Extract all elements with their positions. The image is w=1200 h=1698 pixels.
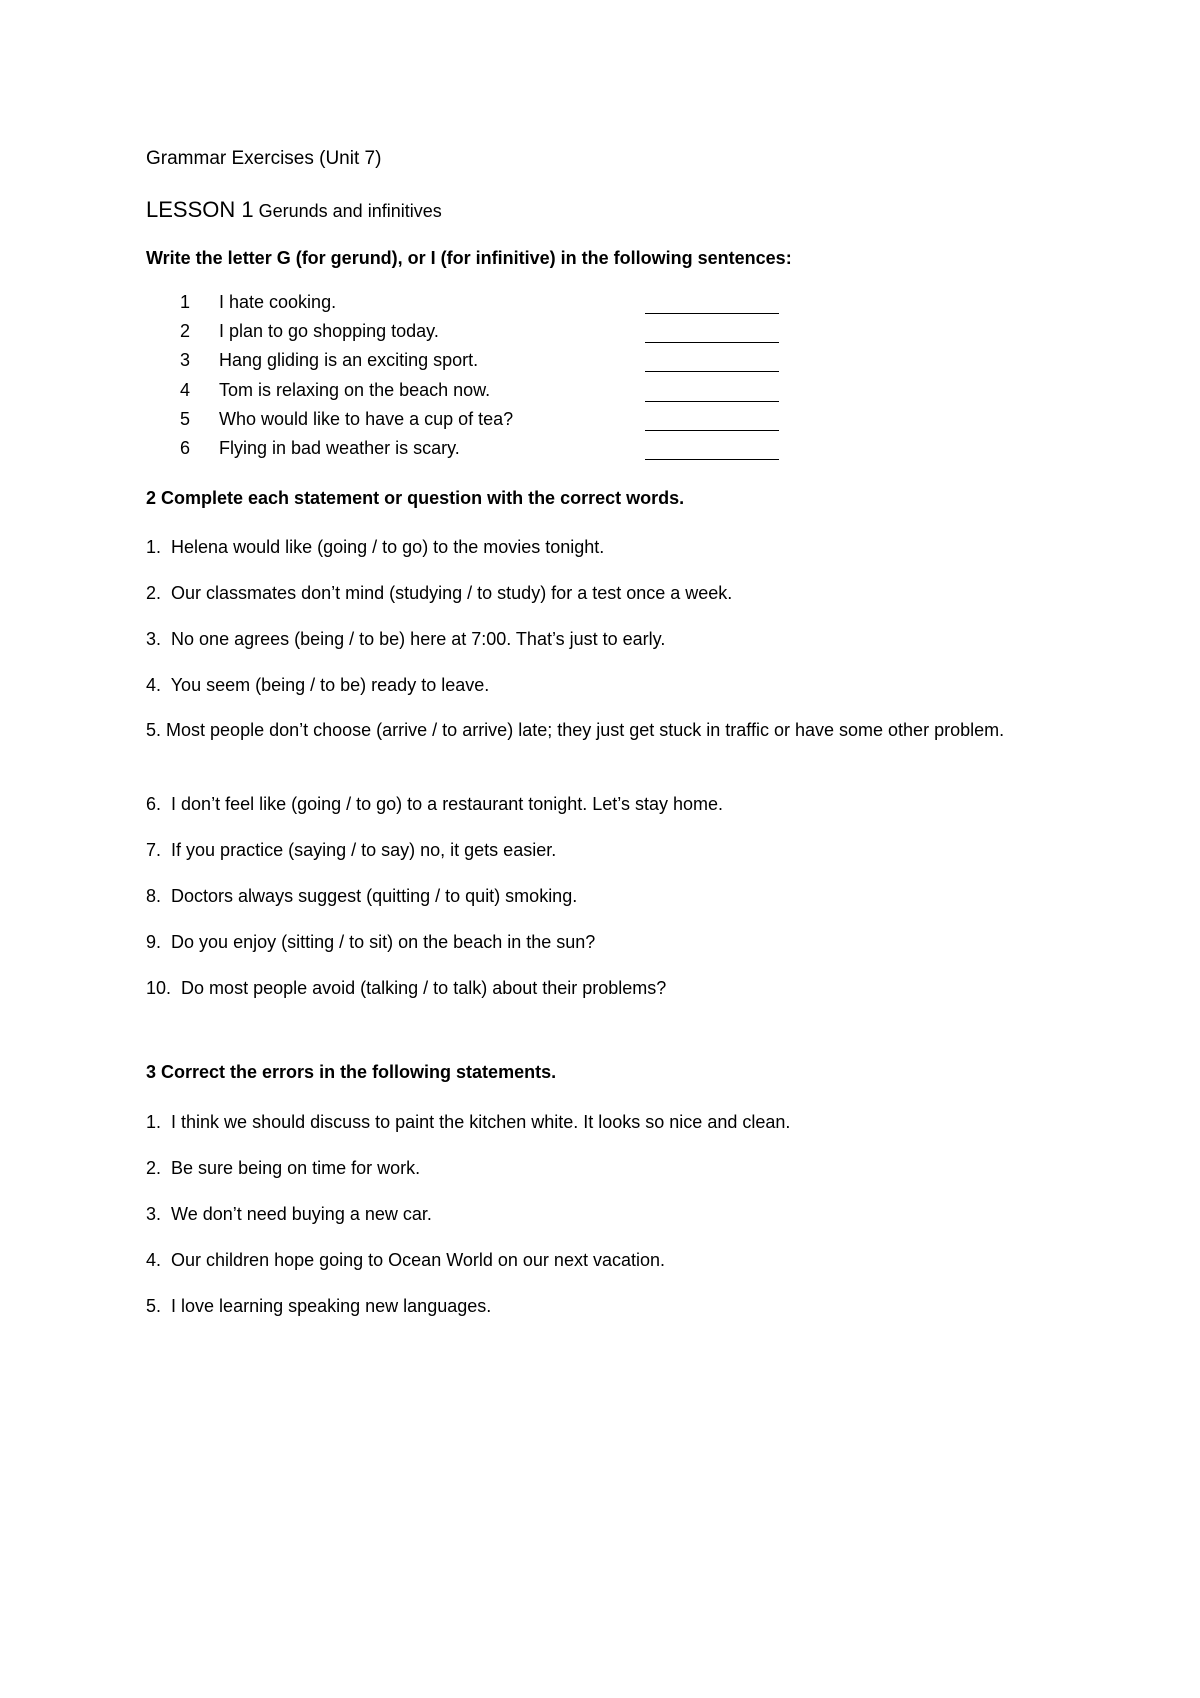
exercise2-item bbox=[146, 716, 1066, 744]
item-number: 6 bbox=[180, 437, 191, 458]
item-sentence: I think we should discuss to paint the kitchen white. It looks so nice and clean. bbox=[171, 1112, 791, 1132]
item-number: 2. bbox=[146, 583, 162, 603]
exercise3-item bbox=[146, 1292, 1066, 1320]
item-number: 4. bbox=[146, 1250, 162, 1270]
item-number: 5. bbox=[146, 1296, 162, 1316]
item-sentence: I love learning speaking new languages. bbox=[171, 1296, 492, 1316]
exercise1-item bbox=[180, 409, 800, 438]
item-number: 3. bbox=[146, 1204, 162, 1224]
item-number: 2. bbox=[146, 1158, 162, 1178]
item-sentence: Helena would like (going / to go) to the movies tonight. bbox=[171, 537, 605, 557]
item-sentence: Hang gliding is an exciting sport. bbox=[219, 350, 479, 371]
item-number: 7. bbox=[146, 840, 162, 860]
exercise2-item bbox=[146, 836, 1066, 864]
item-number: 9. bbox=[146, 932, 162, 952]
exercise2-item bbox=[146, 625, 1066, 653]
exercise2-item bbox=[146, 790, 1066, 818]
exercise1-item bbox=[180, 438, 800, 467]
item-sentence: You seem (being / to be) ready to leave. bbox=[170, 675, 490, 695]
item-number: 5 bbox=[180, 408, 191, 429]
answer-blank[interactable] bbox=[645, 430, 779, 431]
item-sentence: I don’t feel like (going / to go) to a restaurant tonight. Let’s stay home. bbox=[171, 794, 724, 814]
answer-blank[interactable] bbox=[645, 371, 779, 372]
item-number: 8. bbox=[146, 886, 162, 906]
item-number: 4. bbox=[146, 675, 162, 695]
exercise1-item bbox=[180, 350, 800, 379]
exercise3-item bbox=[146, 1246, 1066, 1274]
exercise2-item bbox=[146, 671, 1066, 699]
item-sentence: We don’t need buying a new car. bbox=[171, 1204, 432, 1224]
item-sentence: Most people don’t choose (arrive / to arrive) late; they just get stuck in traffic or have some other problem. bbox=[166, 720, 1005, 740]
answer-blank[interactable] bbox=[645, 342, 779, 343]
item-sentence: Our children hope going to Ocean World on our next vacation. bbox=[171, 1250, 665, 1270]
item-number: 3. bbox=[146, 629, 162, 649]
answer-blank[interactable] bbox=[645, 313, 779, 314]
exercise2-item bbox=[146, 579, 1066, 607]
item-sentence: Who would like to have a cup of tea? bbox=[219, 408, 514, 429]
item-sentence: Our classmates don’t mind (studying / to study) for a test once a week. bbox=[171, 583, 733, 603]
item-number: 4 bbox=[180, 379, 191, 400]
item-sentence: Doctors always suggest (quitting / to quit) smoking. bbox=[171, 886, 578, 906]
exercise2-item bbox=[146, 533, 1066, 561]
exercise1-item bbox=[180, 380, 800, 409]
answer-blank[interactable] bbox=[645, 401, 779, 402]
item-sentence: No one agrees (being / to be) here at 7:00. That’s just to early. bbox=[171, 629, 666, 649]
exercise1-list bbox=[180, 292, 800, 467]
item-sentence: Do you enjoy (sitting / to sit) on the beach in the sun? bbox=[171, 932, 596, 952]
exercise1-item bbox=[180, 292, 800, 321]
item-number: 6. bbox=[146, 794, 162, 814]
item-sentence: I hate cooking. bbox=[219, 292, 337, 312]
item-sentence: Flying in bad weather is scary. bbox=[219, 437, 460, 458]
lesson-number: LESSON 1 bbox=[146, 197, 254, 222]
exercise2-item bbox=[146, 928, 1066, 956]
item-number: 1 bbox=[180, 292, 191, 312]
item-number: 10. bbox=[146, 978, 172, 998]
exercise1-item bbox=[180, 321, 800, 350]
exercise2-heading: 2 Complete each statement or question with the correct words. bbox=[146, 488, 685, 508]
item-number: 3 bbox=[180, 350, 191, 371]
exercise2-item bbox=[146, 974, 1066, 1002]
exercise3-item bbox=[146, 1200, 1066, 1228]
exercise3-heading: 3 Correct the errors in the following statements. bbox=[146, 1062, 557, 1082]
exercise3-item bbox=[146, 1154, 1066, 1182]
answer-blank[interactable] bbox=[645, 459, 779, 460]
item-sentence: Tom is relaxing on the beach now. bbox=[219, 379, 491, 400]
lesson-heading bbox=[146, 197, 442, 223]
item-number: 2 bbox=[180, 321, 191, 342]
document-title: Grammar Exercises (Unit 7) bbox=[146, 148, 382, 169]
item-sentence: If you practice (saying / to say) no, it gets easier. bbox=[171, 840, 557, 860]
exercise1-heading: Write the letter G (for gerund), or I (for infinitive) in the following sentences: bbox=[146, 248, 792, 268]
item-sentence: Be sure being on time for work. bbox=[171, 1158, 421, 1178]
item-sentence: Do most people avoid (talking / to talk) about their problems? bbox=[181, 978, 667, 998]
item-number: 1. bbox=[146, 537, 162, 557]
item-number: 1. bbox=[146, 1112, 162, 1132]
item-number: 5. bbox=[146, 720, 162, 740]
exercise2-item bbox=[146, 882, 1066, 910]
lesson-subtitle: Gerunds and infinitives bbox=[258, 201, 442, 221]
item-sentence: I plan to go shopping today. bbox=[219, 321, 439, 342]
exercise3-item bbox=[146, 1108, 1066, 1136]
